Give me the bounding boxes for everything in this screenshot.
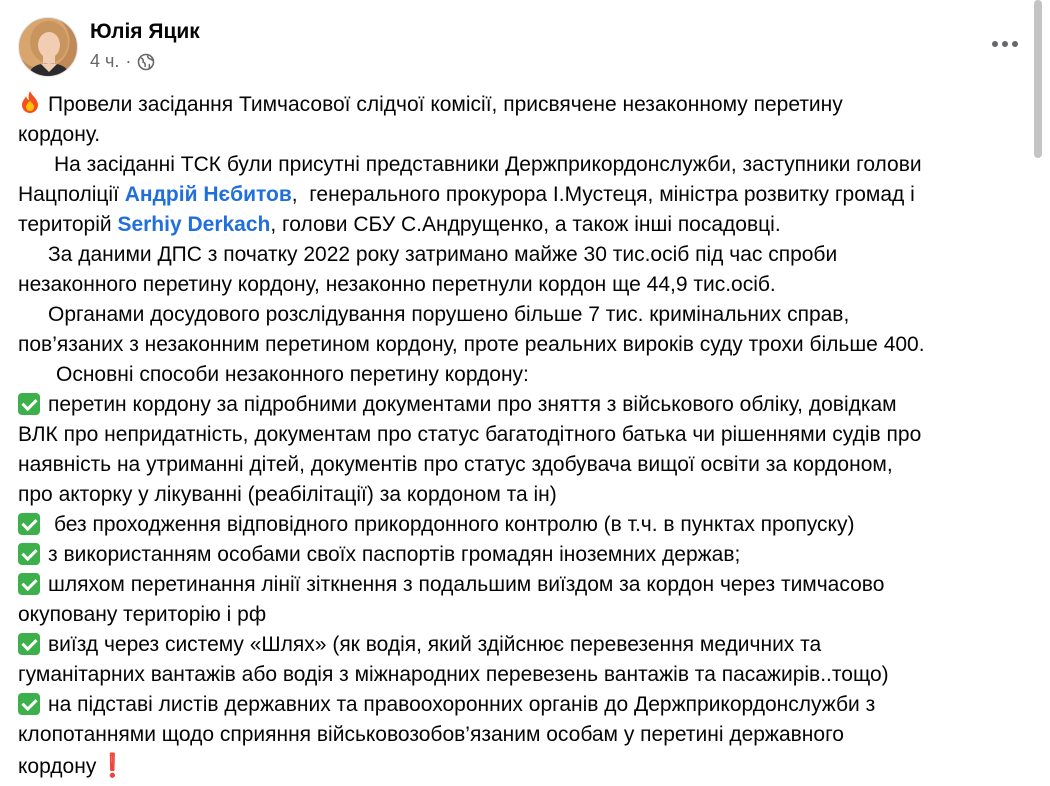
check-mark-button-icon [18,693,40,715]
post-time[interactable]: 4 ч. [90,51,120,71]
post-line: пов’язаних з незаконним перетином кордону, проте реальних вироків суду трохи більше 400. [18,333,925,356]
post-line [18,510,1034,540]
scrollbar-thumb[interactable] [1034,0,1042,158]
post-line [18,750,1034,780]
post-line-text: шляхом перетинання лінії зіткнення з подальшим виїздом за кордон через тимчасово [48,573,885,596]
post-line: наявність на утриманні дітей, документів про статус здобувача вищої освіти за кордоном, [18,453,893,476]
globe-icon[interactable] [137,53,155,71]
check-mark-button-icon [18,543,40,565]
post-line: За даними ДПС з початку 2022 року затримано майже 30 тис.осіб під час спроби [48,243,838,266]
post-line [18,390,1034,420]
post-line-text: , генерального прокурора І.Мустеця, міністра розвитку громад і [291,183,915,206]
mention-link[interactable]: Андрій Нєбитов [124,183,292,206]
post-line: про акторку у лікуванні (реабілітації) за кордоном та ін) [18,483,557,506]
post-line: гуманітарних вантажів або водія з міжнародних перевезень вантажів та пасажирів..тощо) [18,663,889,686]
post-line-text: виїзд через систему «Шлях» (як водія, який здійснює перевезення медичних та [48,633,822,656]
post-line [18,630,1034,660]
post-line [18,690,1034,720]
post-line-text: перетин кордону за підробними документами про зняття з військового обліку, довідкам [48,393,897,416]
post-line-text: без проходження відповідного прикордонного контролю (в т.ч. в пунктах пропуску) [54,513,855,536]
author-avatar[interactable] [18,17,78,77]
mention-link[interactable]: Serhiy Derkach [117,213,271,236]
post-line: Органами досудового розслідування порушено більше 7 тис. кримінальних справ, [48,303,850,326]
post-line [18,540,1034,570]
post-line: окуповану територію і рф [18,603,267,626]
check-mark-button-icon [18,633,40,655]
post-line-text: кордону [18,755,97,778]
post-line: На засіданні ТСК були присутні представники Держприкордонслужби, заступники голови [54,153,922,176]
post-line [18,180,1034,210]
meta-separator: · [125,51,132,71]
more-options-dot [1002,41,1008,47]
check-mark-button-icon [18,513,40,535]
post-meta [90,51,155,72]
check-mark-button-icon [18,393,40,415]
post-line-text: з використанням особами своїх паспортів громадян іноземних держав; [48,543,741,566]
more-options-dot [1012,41,1018,47]
post-line: ВЛК про непридатність, документам про статус багатодітного батька чи рішеннями судів про [18,423,922,446]
post-line: Основні способи незаконного перетину кордону: [56,363,529,386]
avatar-portrait [19,18,78,77]
more-options-button[interactable] [988,30,1022,58]
post-line [18,570,1034,600]
post-line [18,90,1034,120]
post-line: незаконного перетину кордону, незаконно перетнули кордон ще 44,9 тис.осіб. [18,273,776,296]
check-mark-button-icon [18,573,40,595]
post-line: кордону. [18,123,101,146]
post-line-text: територій [18,213,118,236]
post-line-text: Нацполіції [18,183,125,206]
post-line-text: Провели засідання Тимчасової слідчої комісії, присвячене незаконному перетину [48,93,843,116]
post-line: клопотаннями щодо сприяння військовозобов’язаним особам у перетині державного [18,723,844,746]
post-text [18,90,1034,780]
fire-icon [18,90,42,114]
post-line-text: , голови СБУ С.Андрущенко, а також інші посадовці. [270,213,781,236]
author-name[interactable]: Юлія Яцик [90,20,200,43]
more-options-dot [992,41,998,47]
red-exclamation-icon: ❗ [98,752,127,778]
post-line-text: на підставі листів державних та правоохоронних органів до Держприкордонслужби з [48,693,876,716]
post-line [18,210,1034,240]
